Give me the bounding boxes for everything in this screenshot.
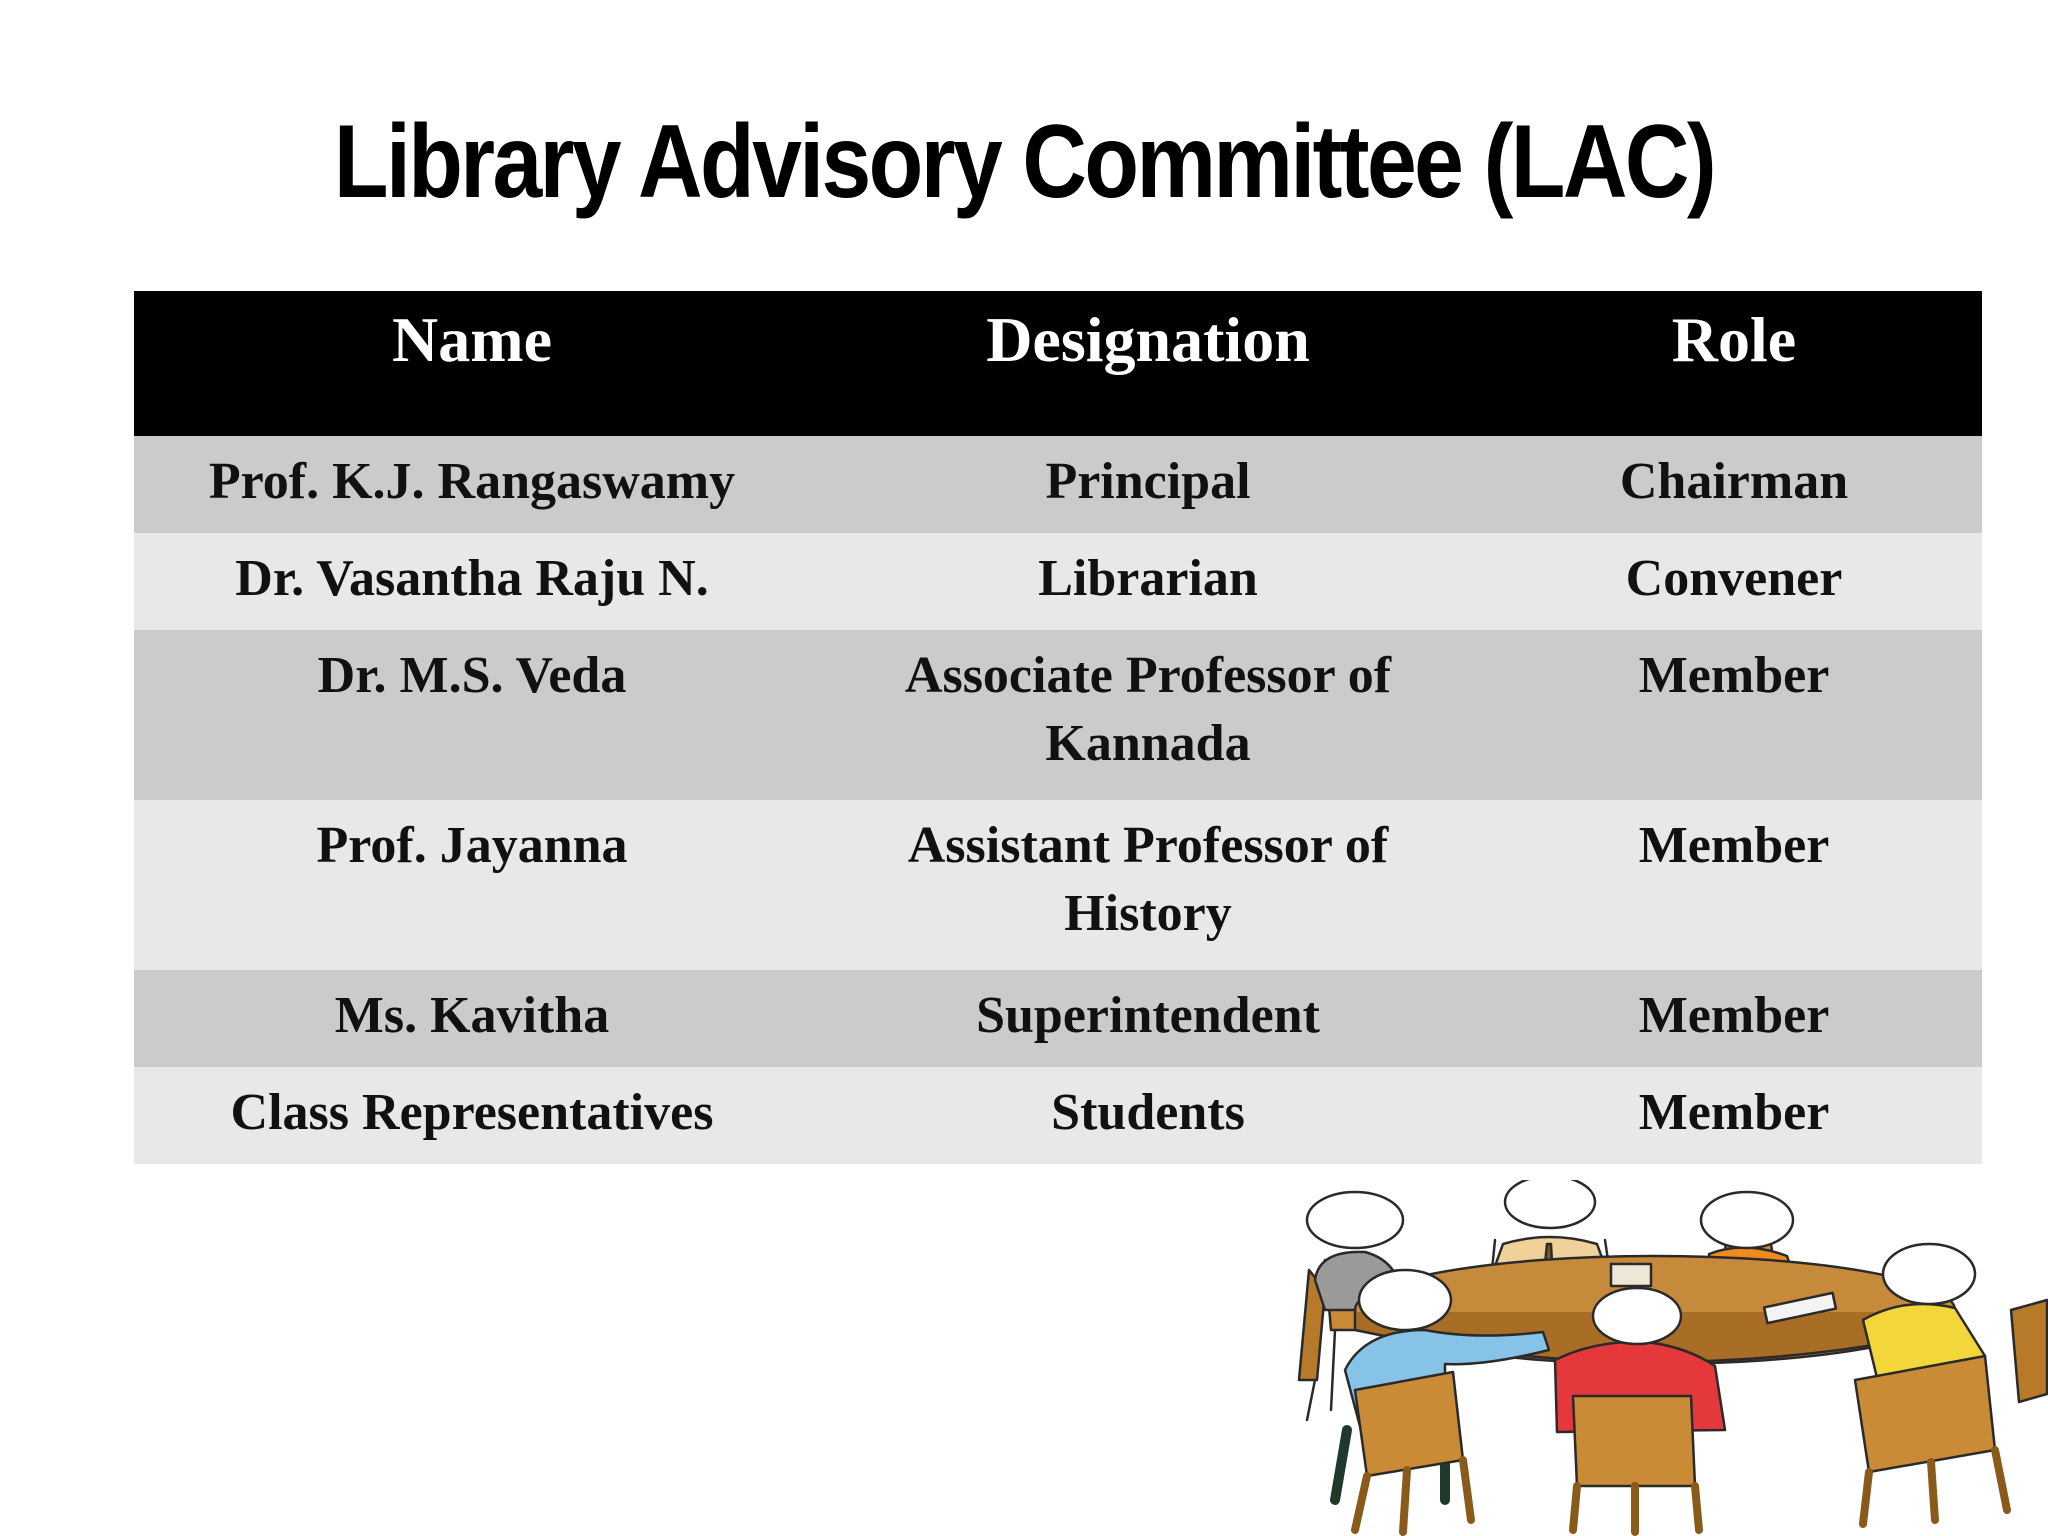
cell-designation: Assistant Professor of History xyxy=(810,800,1486,970)
chair-front-center xyxy=(1573,1396,1699,1532)
cell-name: Ms. Kavitha xyxy=(134,970,810,1067)
chair-front-left xyxy=(1355,1372,1471,1532)
table-row xyxy=(134,800,1982,970)
header-name: Name xyxy=(134,291,810,436)
person-head xyxy=(1593,1288,1681,1344)
cell-role: Member xyxy=(1486,630,1982,800)
cell-name: Prof. Jayanna xyxy=(134,800,810,970)
chair-far-right xyxy=(2011,1300,2047,1402)
cell-role: Member xyxy=(1486,1067,1982,1164)
cell-designation: Superintendent xyxy=(810,970,1486,1067)
cell-name: Dr. M.S. Veda xyxy=(134,630,810,800)
table-row xyxy=(134,533,1982,630)
person-head xyxy=(1701,1192,1793,1248)
cell-designation: Principal xyxy=(810,436,1486,533)
table-row xyxy=(134,436,1982,533)
table-row xyxy=(134,630,1982,800)
table-row xyxy=(134,970,1982,1067)
slide-title: Library Advisory Committee (LAC) xyxy=(333,104,1715,220)
table-header-row xyxy=(134,291,1982,436)
committee-table xyxy=(134,291,1982,1164)
table-row xyxy=(134,1067,1982,1164)
header-designation: Designation xyxy=(810,291,1486,436)
meeting-illustration xyxy=(1295,1180,2048,1536)
cell-role: Convener xyxy=(1486,533,1982,630)
person-head xyxy=(1359,1270,1451,1330)
cell-designation: Students xyxy=(810,1067,1486,1164)
person-head xyxy=(1505,1180,1595,1228)
cell-name: Prof. K.J. Rangaswamy xyxy=(134,436,810,533)
cell-designation: Associate Professor of Kannada xyxy=(810,630,1486,800)
cell-name: Dr. Vasantha Raju N. xyxy=(134,533,810,630)
header-role: Role xyxy=(1486,291,1982,436)
cell-name: Class Representatives xyxy=(134,1067,810,1164)
person-head xyxy=(1883,1244,1975,1304)
cell-role: Member xyxy=(1486,800,1982,970)
cell-role: Member xyxy=(1486,970,1982,1067)
person-head xyxy=(1307,1192,1403,1248)
chair-front-right xyxy=(1855,1356,2007,1524)
cell-role: Chairman xyxy=(1486,436,1982,533)
cell-designation: Librarian xyxy=(810,533,1486,630)
